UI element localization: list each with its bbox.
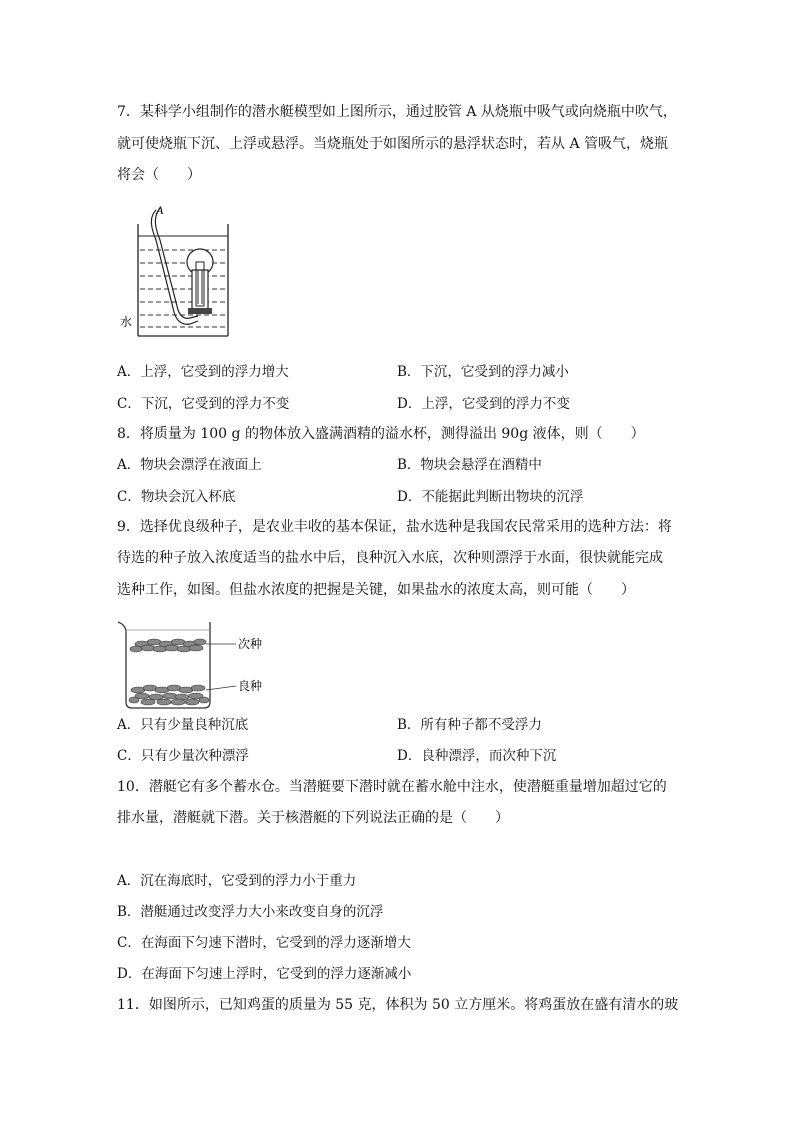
q9-option-a: A．只有少量良种沉底 [117, 717, 249, 733]
q7-option-b: B．下沉，它受到的浮力减小 [397, 364, 569, 380]
q10-option-d: D．在海面下匀速上浮时，它受到的浮力逐渐减小 [117, 966, 412, 982]
q7-option-c: C．下沉，它受到的浮力不变 [117, 396, 290, 412]
fig7-label-water: 水 [120, 315, 133, 329]
q9-option-c: C．只有少量次种漂浮 [117, 748, 249, 764]
q7-option-a: A．上浮，它受到的浮力增大 [117, 364, 289, 380]
q8-option-b: B．物块会悬浮在酒精中 [397, 457, 542, 473]
q10-option-b: B．潜艇通过改变浮力大小来改变自身的沉浮 [117, 904, 384, 920]
q7-stem-line-2: 就可使烧瓶下沉、上浮或悬浮。当烧瓶处于如图所示的悬浮状态时，若从 A 管吸气，烧瓶 [117, 136, 669, 152]
q9-option-d: D．良种漂浮，而次种下沉 [397, 748, 557, 764]
q10-stem-line-1: 10．潜艇它有多个蓄水仓。当潜艇要下潜时就在蓄水舱中注水，使潜艇重量增加超过它的 [117, 779, 667, 795]
q8-stem-line-1: 8．将质量为 100 g 的物体放入盛满酒精的溢水杯，测得溢出 90g 液体，则（ ） [117, 426, 645, 442]
q7-option-d: D．上浮，它受到的浮力不变 [397, 396, 570, 412]
q8-option-d: D．不能据此判断出物块的沉浮 [397, 489, 584, 505]
q8-option-a: A．物块会漂浮在液面上 [117, 457, 262, 473]
submarine-model-figure [112, 200, 242, 340]
q10-option-a: A．沉在海底时，它受到的浮力小于重力 [117, 873, 357, 889]
fig7-label-a: A [156, 203, 164, 217]
q9-stem-line-2: 待选的种子放入浓度适当的盐水中后，良种沉入水底，次种则漂浮于水面，很快就能完成 [117, 550, 663, 566]
q9-stem-line-1: 9．选择优良级种子，是农业丰收的基本保证，盐水选种是我国农民常采用的选种方法：将 [117, 519, 672, 535]
q7-stem-line-1: 7．某科学小组制作的潜水艇模型如上图所示，通过胶管 A 从烧瓶中吸气或向烧瓶中吹气， [117, 104, 677, 120]
q9-option-b: B．所有种子都不受浮力 [397, 717, 542, 733]
fig9-label-inferior-seed: 次种 [238, 637, 263, 651]
q10-stem-line-2: 排水量，潜艇就下潜。关于核潜艇的下列说法正确的是（ ） [117, 810, 509, 826]
q7-stem-line-3: 将会（ ） [117, 167, 201, 183]
q10-option-c: C．在海面下匀速下潜时，它受到的浮力逐渐增大 [117, 935, 411, 951]
seed-selection-beaker-figure [112, 610, 282, 710]
q11-stem-line-1: 11．如图所示，已知鸡蛋的质量为 55 克，体积为 50 立方厘米。将鸡蛋放在盛有清水的玻 [117, 997, 679, 1013]
q8-option-c: C．物块会沉入杯底 [117, 489, 236, 505]
fig9-label-good-seed: 良种 [238, 679, 263, 693]
q9-stem-line-3: 选种工作，如图。但盐水浓度的把握是关键，如果盐水的浓度太高，则可能（ ） [117, 582, 635, 598]
